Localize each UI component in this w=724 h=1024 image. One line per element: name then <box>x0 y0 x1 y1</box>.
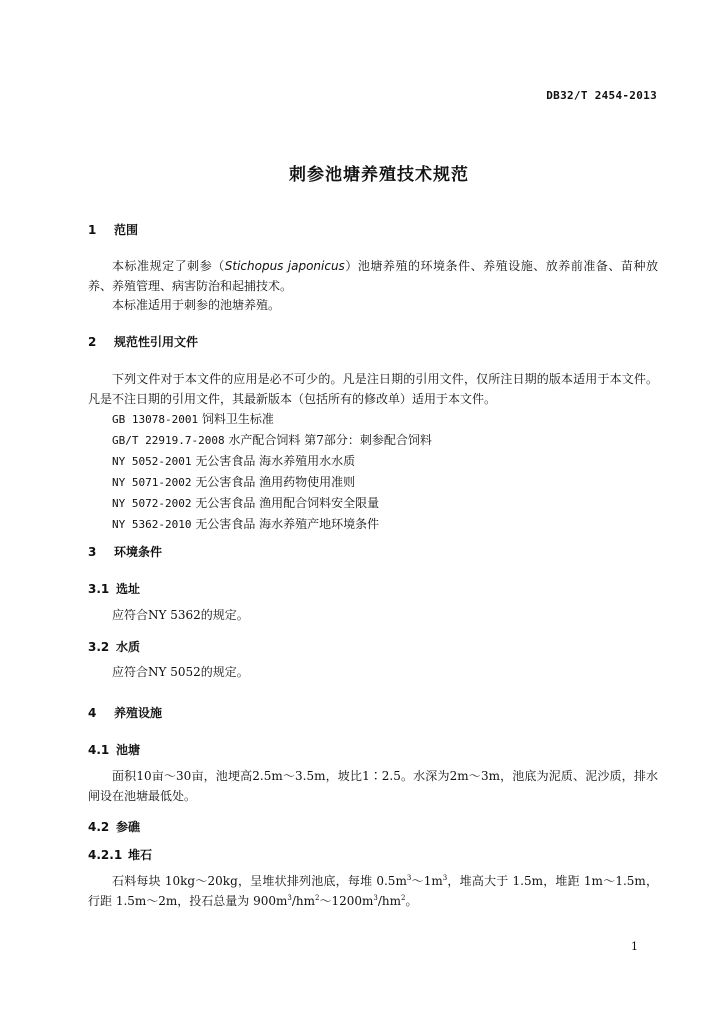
section-2-intro: 下列文件对于本文件的应用是必不可少的。凡是注日期的引用文件，仅所注日期的版本适用于本文件。凡是不注日期的引用文件，其最新版本（包括所有的修改单）适用于本文件。 <box>88 372 658 406</box>
reference-item: NY 5052-2001 无公害食品 海水养殖用水水质 <box>112 454 356 468</box>
paragraph-text: 本标准规定了刺参（ <box>112 259 225 273</box>
reference-item: NY 5362-2010 无公害食品 海水养殖产地环境条件 <box>112 517 380 531</box>
section-3-2-heading <box>88 638 140 655</box>
section-4-heading <box>88 704 162 721</box>
section-title: 规范性引用文件 <box>114 335 199 349</box>
section-1-heading <box>88 221 138 238</box>
section-4-1-text: 面积10亩～30亩，池埂高2.5m～3.5m，坡比1∶2.5。水深为2m～3m，池底为泥质、泥沙质，排水闸设在池塘最低处。 <box>88 769 658 803</box>
section-title: 养殖设施 <box>114 706 163 720</box>
page-number: 1 <box>631 940 638 953</box>
section-2-heading <box>88 333 198 350</box>
section-3-1-text: 应符合NY 5362的规定。 <box>112 608 249 622</box>
section-3-heading <box>88 543 162 560</box>
section-title: 池塘 <box>116 743 141 757</box>
section-3-2-text: 应符合NY 5052的规定。 <box>112 665 249 679</box>
section-title: 水质 <box>116 640 141 654</box>
section-number: 4.2.1 <box>88 848 123 862</box>
section-number: 3 <box>88 545 97 559</box>
document-title: 刺参池塘养殖技术规范 <box>289 165 469 185</box>
section-4-2-1-text: 石料每块 10kg～20kg，呈堆状排列池底，每堆 $0.5m^3\sim 1m^3$，堆高大于 1.5m，堆距 1m～1.5m，行距 1.5m～2m，投石总量为 $900m^3/hm^2\sim 1200m^3/hm^2$。 <box>88 874 658 908</box>
paragraph-text: ）池塘养殖的环境条件、养殖设施、放养前准备、苗种放养、养殖管理、病害防治和起捕技术。 <box>88 259 658 293</box>
section-4-2-heading <box>88 818 140 835</box>
section-title: 堆石 <box>128 848 153 862</box>
section-1-paragraph-2: 本标准适用于刺参的池塘养殖。 <box>112 298 281 312</box>
section-number: 4.2 <box>88 820 110 834</box>
reference-item: GB 13078-2001 饲料卫生标准 <box>112 412 274 426</box>
section-number: 4 <box>88 706 97 720</box>
species-name: Stichopus japonicus <box>224 259 345 273</box>
section-number: 3.2 <box>88 640 110 654</box>
section-title: 参礁 <box>116 820 141 834</box>
reference-item: NY 5071-2002 无公害食品 渔用药物使用准则 <box>112 475 356 489</box>
reference-list <box>112 409 432 535</box>
section-4-1-heading <box>88 741 140 758</box>
section-number: 3.1 <box>88 582 110 596</box>
document-header-code: DB32/T 2454-2013 <box>546 89 657 102</box>
reference-item: GB/T 22919.7-2008 水产配合饲料 第7部分：刺参配合饲料 <box>112 433 432 447</box>
section-3-1-heading <box>88 580 140 597</box>
section-title: 环境条件 <box>114 545 163 559</box>
section-4-2-1-heading <box>88 846 152 863</box>
reference-item: NY 5072-2002 无公害食品 渔用配合饲料安全限量 <box>112 496 380 510</box>
section-title: 选址 <box>116 582 141 596</box>
section-number: 2 <box>88 335 97 349</box>
section-1-paragraph-1 <box>88 256 658 296</box>
section-number: 1 <box>88 223 97 237</box>
section-number: 4.1 <box>88 743 110 757</box>
section-title: 范围 <box>114 223 139 237</box>
